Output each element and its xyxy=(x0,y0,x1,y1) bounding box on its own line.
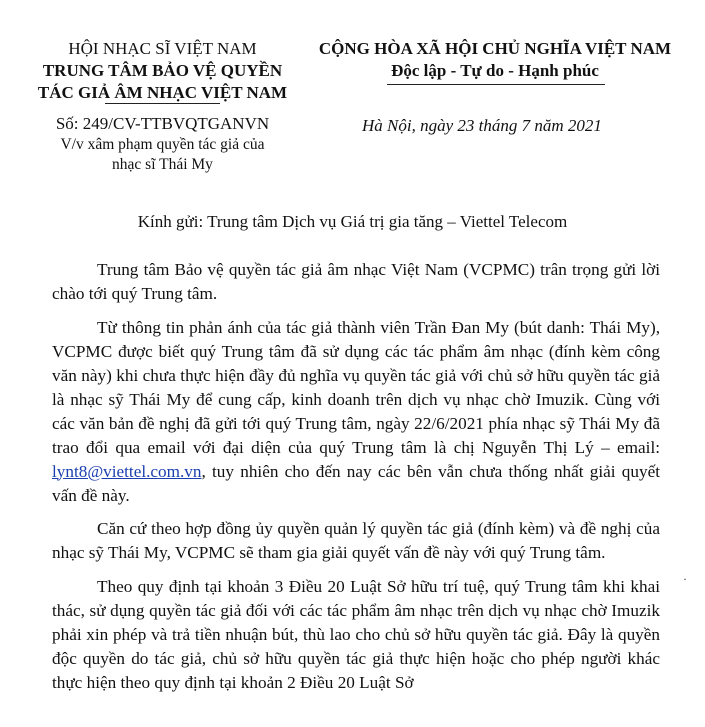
paragraph-legal: Theo quy định tại khoản 3 Điều 20 Luật Sở hữu trí tuệ, quý Trung tâm khi khai thác, sử dụng quyền tác giả đối với các tác phẩm âm nhạc trên dịch vụ nhạc chờ Imuzik phải xin phép và trả tiền nhuận bút, thù lao cho chủ sở hữu quyền tác giả. Đây là quyền độc quyền do tác giả, chủ sở hữu quyền tác giả thực hiện hoặc cho phép người khác thực hiện theo quy định tại khoản 2 Điều 20 Luật Sở xyxy=(52,576,660,692)
document-date: Hà Nội, ngày 23 tháng 7 năm 2021 xyxy=(362,116,602,135)
motto-underline xyxy=(387,84,605,85)
scan-dot: · xyxy=(683,572,687,586)
document-number: Số: 249/CV-TTBVQTGANVN xyxy=(55,114,270,133)
paragraph-background-text: Từ thông tin phản ánh của tác giả thành viên Trần Đan My (bút danh: Thái My), VCPMC được biết quý Trung tâm đã sử dụng các tác phẩm âm nhạc (đính kèm công văn này) khi chưa thực hiện đầy đủ nghĩa vụ quyền tác giả với chủ sở hữu quyền tác giả là nhạc sỹ Thái My để cung cấp, kinh doanh trên dịch vụ nhạc chờ Imuzik. Cùng với các văn bản đề nghị đã gửi tới quý Trung tâm, ngày 22/6/2021 phía nhạc sỹ Thái My đã trao đổi qua email với đại diện của quý Trung tâm là chị Nguyễn Thị Lý – email: xyxy=(52,317,660,457)
subject-line-1: V/v xâm phạm quyền tác giả của xyxy=(60,136,265,153)
paragraph-greeting: Trung tâm Bảo vệ quyền tác giả âm nhạc Việt Nam (VCPMC) trân trọng gửi lời chào tới quý Trung tâm. xyxy=(52,260,660,303)
org-parent-name: HỘI NHẠC SĨ VIỆT NAM xyxy=(68,39,257,58)
subject-line-2: nhạc sĩ Thái My xyxy=(112,156,213,173)
document-subject xyxy=(30,135,295,175)
nation-header xyxy=(300,38,690,82)
nation-motto: Độc lập - Tự do - Hạnh phúc xyxy=(391,61,599,80)
nation-title: CỘNG HÒA XÃ HỘI CHỦ NGHĨA VIỆT NAM xyxy=(318,39,672,58)
org-header xyxy=(30,38,295,104)
org-name-line1: TRUNG TÂM BẢO VỆ QUYỀN xyxy=(42,61,283,80)
paragraph-background xyxy=(52,316,660,508)
paragraph-background-tail: , tuy nhiên cho đến nay các bên vẫn chưa thống nhất giải quyết vấn đề này. xyxy=(52,461,660,505)
paragraph-basis: Căn cứ theo hợp đồng ủy quyền quản lý quyền tác giả (đính kèm) và đề nghị của nhạc sỹ Thái My, VCPMC sẽ tham gia giải quyết vấn đề này với quý Trung tâm. xyxy=(52,519,660,562)
salutation: Kính gửi: Trung tâm Dịch vụ Giá trị gia tăng – Viettel Telecom xyxy=(137,212,568,231)
letter-body xyxy=(52,258,660,704)
email-link[interactable]: lynt8@viettel.com.vn xyxy=(52,461,202,481)
org-underline xyxy=(105,103,220,104)
org-name-line2: TÁC GIẢ ÂM NHẠC VIỆT NAM xyxy=(37,83,288,102)
